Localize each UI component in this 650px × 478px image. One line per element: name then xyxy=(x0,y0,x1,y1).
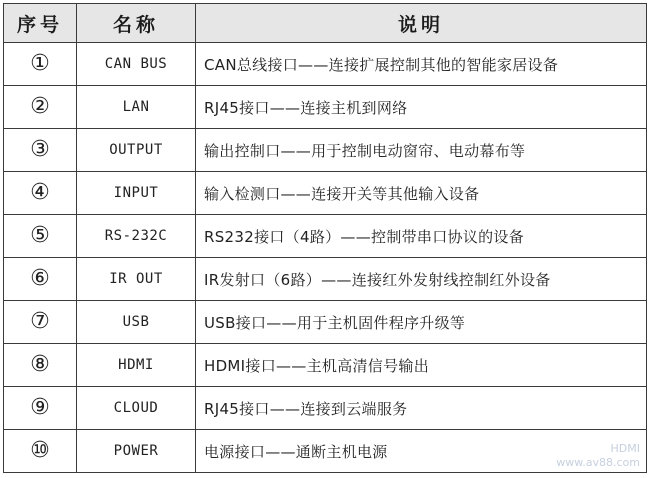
row-number: ② xyxy=(4,86,77,129)
row-number: ⑤ xyxy=(4,215,77,258)
table-header-row xyxy=(4,4,647,43)
row-description: RJ45接口——连接到云端服务 xyxy=(196,387,647,430)
row-port-name: LAN xyxy=(77,86,196,129)
table-row xyxy=(4,129,647,172)
row-number: ⑦ xyxy=(4,301,77,344)
row-port-name: INPUT xyxy=(77,172,196,215)
interface-table-container xyxy=(3,3,646,474)
row-number: ① xyxy=(4,43,77,86)
row-port-name: OUTPUT xyxy=(77,129,196,172)
row-description: RS232接口（4路）——控制带串口协议的设备 xyxy=(196,215,647,258)
row-port-name: USB xyxy=(77,301,196,344)
watermark-line-1: HDMI xyxy=(610,442,640,455)
row-description: 输出控制口——用于控制电动窗帘、电动幕布等 xyxy=(196,129,647,172)
row-port-name: CAN BUS xyxy=(77,43,196,86)
row-description: IR发射口（6路）——连接红外发射线控制红外设备 xyxy=(196,258,647,301)
table-row xyxy=(4,172,647,215)
row-port-name: RS-232C xyxy=(77,215,196,258)
table-row xyxy=(4,344,647,387)
row-port-name: CLOUD xyxy=(77,387,196,430)
table-row xyxy=(4,86,647,129)
row-number: ⑥ xyxy=(4,258,77,301)
row-description: CAN总线接口——连接扩展控制其他的智能家居设备 xyxy=(196,43,647,86)
row-port-name: HDMI xyxy=(77,344,196,387)
row-number: ⑨ xyxy=(4,387,77,430)
row-port-name: POWER xyxy=(77,430,196,473)
table-row xyxy=(4,430,647,473)
header-number: 序号 xyxy=(4,4,77,43)
row-number: ③ xyxy=(4,129,77,172)
table-row xyxy=(4,215,647,258)
row-description: RJ45接口——连接主机到网络 xyxy=(196,86,647,129)
row-description: 输入检测口——连接开关等其他输入设备 xyxy=(196,172,647,215)
row-description: USB接口——用于主机固件程序升级等 xyxy=(196,301,647,344)
interface-table xyxy=(3,3,647,473)
row-number: ⑩ xyxy=(4,430,77,473)
row-number: ⑧ xyxy=(4,344,77,387)
table-row xyxy=(4,301,647,344)
row-description: 电源接口——通断主机电源 xyxy=(196,430,647,473)
table-row xyxy=(4,387,647,430)
table-row xyxy=(4,258,647,301)
row-port-name: IR OUT xyxy=(77,258,196,301)
header-name: 名称 xyxy=(77,4,196,43)
header-description: 说明 xyxy=(196,4,647,43)
watermark-line-2: www.av88.com xyxy=(556,456,640,469)
row-description: HDMI接口——主机高清信号输出 xyxy=(196,344,647,387)
table-row xyxy=(4,43,647,86)
row-number: ④ xyxy=(4,172,77,215)
